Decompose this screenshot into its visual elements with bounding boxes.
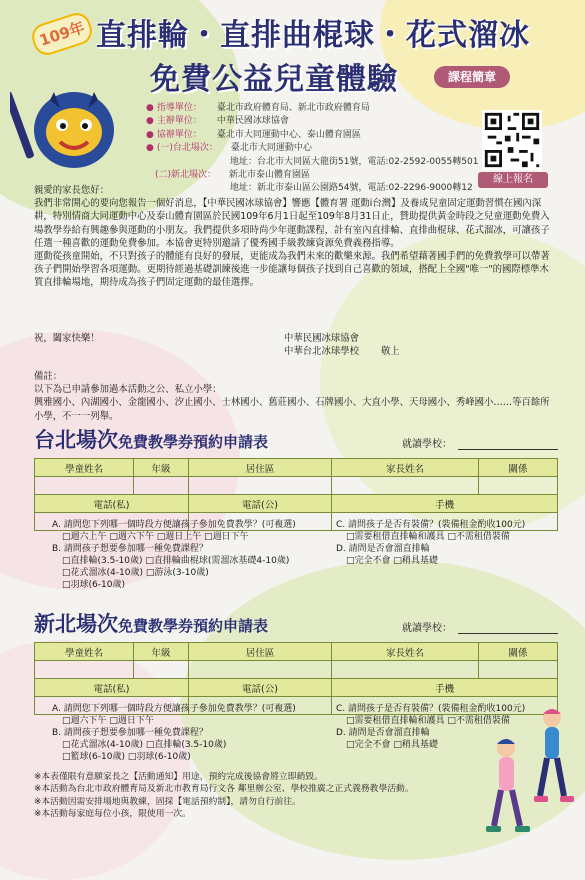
taipei-questions-right [336, 519, 556, 567]
table-input-cell[interactable] [332, 661, 479, 679]
table-header: 年級 [134, 643, 189, 661]
info-row: 地址：新北市泰山區公園路54號，電話:02-2296-9000轉12 [230, 183, 473, 194]
course-brief-badge: 課程簡章 [434, 66, 510, 88]
taipei-form [34, 424, 558, 531]
table-input-cell[interactable] [134, 661, 189, 679]
blessing-text: 祝，闔家快樂！ [34, 333, 100, 344]
question-options[interactable]: □完全不會 □稍具基礎 [346, 740, 438, 750]
skating-kids-icon [470, 700, 580, 839]
footer-notes [34, 771, 454, 821]
table-header: 家長姓名 [332, 643, 479, 661]
table-header: 關係 [479, 459, 558, 477]
table-header: 居住區 [189, 643, 332, 661]
table-header: 電話(公) [189, 679, 332, 697]
table-input-cell[interactable] [134, 477, 189, 495]
question-options[interactable]: □直排輪(3.5-10歲) □直排輪曲棍球(需溜冰基礎4-10歲) [62, 556, 290, 566]
info-row: ● 主辦單位： 中華民國冰球協會 [146, 116, 289, 127]
page-title-line1: 直排輪・直排曲棍球・花式溜冰 [96, 18, 530, 53]
question-options[interactable]: □籃球(6-10歲) □羽球(6-10歲) [62, 752, 191, 762]
table-header: 手機 [332, 495, 558, 513]
remarks [34, 370, 554, 423]
note-line: ※本活動因需安排場地與教練，固採【電話預約制】，請勿自行前往。 [34, 796, 301, 807]
table-input-cell[interactable] [35, 661, 134, 679]
question-text: A. 請問您下列哪一個時段方便讓孩子參加免費教學？(可複選) [52, 704, 296, 714]
newtaipei-questions-left [52, 703, 322, 763]
hockey-mascot-icon [10, 70, 130, 180]
table-input-cell[interactable] [479, 477, 558, 495]
table-input-cell[interactable] [479, 661, 558, 679]
table-header: 年級 [134, 459, 189, 477]
table-header: 關係 [479, 643, 558, 661]
table-header: 電話(私) [35, 679, 189, 697]
info-row: 地址：台北市大同區大龍街51號，電話:02-2592-0055轉501 [230, 156, 479, 167]
school-list: 興雅國小、內湖國小、金龍國小、汐止國小、士林國小、舊莊國小、石牌國小、大直小學、天母國小、秀峰國小……等百餘所小學，不一一列舉。 [34, 397, 550, 422]
info-row: ● 協辦單位： 臺北市大同運動中心、泰山體育園區 [146, 129, 361, 140]
letter-body [34, 184, 554, 290]
question-text: C. 請問孩子是否有裝備？(裝備租金酌收100元) [336, 520, 526, 530]
table-header: 學童姓名 [35, 643, 134, 661]
question-options[interactable]: □週六上午 □週六下午 □週日上午 □週日下午 [62, 532, 249, 542]
school-input[interactable] [458, 623, 558, 634]
organizer-info [146, 102, 506, 196]
question-options[interactable]: □週六下午 □週日下午 [62, 716, 154, 726]
newtaipei-form [34, 608, 558, 715]
remark-line: 以下為已申請參加過本活動之公、私立小學： [34, 384, 222, 396]
table-input-cell[interactable] [189, 661, 332, 679]
info-row: (二)新北場次： 新北市泰山體育園區 [155, 170, 311, 181]
question-text: B. 請問孩子想要參加哪一種免費課程？ [52, 544, 208, 554]
school-label: 就讀學校： [402, 619, 558, 634]
table-input-cell[interactable] [332, 477, 479, 495]
remark-title: 備註： [34, 371, 63, 382]
question-options[interactable]: □完全不會 □稍具基礎 [346, 556, 438, 566]
table-input-cell[interactable] [189, 477, 332, 495]
question-text: D. 請問是否會溜直排輪 [336, 544, 430, 554]
form-title-big: 新北場次 [34, 612, 118, 636]
letter-greeting: 親愛的家長您好： [34, 185, 110, 196]
question-options[interactable]: □需要租借直排輪和護具 □不需租借裝備 [346, 532, 510, 542]
note-line: ※本活動為台北市政府體育局及新北市教育局行文各 鄰里辦公室、學校推廣之正式義務教學活動。 [34, 784, 414, 795]
note-line: ※本表僅限有意願家長之【活動通知】用途，預約完成後協會將立即銷毀。 [34, 772, 323, 782]
form-title-small: 免費教學券預約申請表 [118, 617, 269, 635]
table-input-cell[interactable] [35, 477, 134, 495]
year-badge: 109年 [29, 10, 96, 59]
question-text: A. 請問您下列哪一個時段方便讓孩子參加免費教學？(可複選) [52, 520, 296, 530]
school-label: 就讀學校： [402, 435, 558, 450]
letter-signature [34, 332, 554, 358]
table-header: 電話(公) [189, 495, 332, 513]
question-text: C. 請問孩子是否有裝備？(裝備租金酌收100元) [336, 704, 526, 714]
table-header: 家長姓名 [332, 459, 479, 477]
info-row: ● (一)台北場次： 臺北市大同運動中心 [146, 143, 312, 154]
org-name: 中華台北冰球學校 [284, 346, 360, 358]
question-options[interactable]: □需要租借直排輪和護具 □不需租借裝備 [346, 716, 510, 726]
question-options[interactable]: □羽球(6-10歲) [62, 580, 125, 590]
question-options[interactable]: □花式溜冰(4-10歲) □游泳(3-10歲) [62, 568, 209, 578]
note-line: ※本活動每家庭每位小孩，限使用一次。 [34, 809, 191, 820]
question-text: B. 請問孩子想要參加哪一種免費課程？ [52, 728, 208, 738]
table-header: 電話(私) [35, 495, 189, 513]
respect-text: 敬上 [381, 346, 400, 358]
question-text: D. 請問是否會溜直排輪 [336, 728, 430, 738]
letter-paragraph: 運動從孩童開始，不只對孩子的體能有良好的發展，更能成為我們未來的歡樂來源。我們希望藉著國手們的免費教學可以帶著孩子們開始學習各項運動。更期待經過基礎訓練後進一步能讓每個孩子找到自己喜歡的領域，搭配上全國"唯一"的國際標準木質直排輪場地，期待成為孩子們固定運動的最佳選擇。 [34, 251, 550, 289]
online-signup-button[interactable]: 線上報名 [478, 172, 548, 188]
form-title-small: 免費教學券預約申請表 [118, 433, 269, 451]
table-header: 手機 [332, 679, 558, 697]
form-title-big: 台北場次 [34, 428, 118, 452]
question-options[interactable]: □花式溜冰(4-10歲) □直排輪(3.5-10歲) [62, 740, 227, 750]
letter-paragraph: 我們非常開心的要向您報告一個好消息，【中華民國冰球協會】響應【體育署 運動i台灣】及養成兒童固定運動習慣在國內深耕，特別情商大同運動中心及泰山體育園區於民國109年6月1日起至109年8月31日止，贊助提供黃金時段之兒童運動免費入場教學券給有興趣參與運動的小朋友。我們提供多項時尚少年運動課程，計有室內直排輪、直排曲棍球、花式溜冰，可讓孩子任選一種喜歡的運動免費參加。本協會更特別邀請了優秀國手級教練資源免費義務指導。 [34, 198, 550, 249]
org-name: 中華民國冰球協會 [284, 333, 360, 344]
qr-code-icon[interactable] [482, 110, 542, 170]
school-input[interactable] [458, 439, 558, 450]
info-row: ● 指導單位： 臺北市政府體育局、新北市政府體育局 [146, 103, 370, 113]
table-header: 居住區 [189, 459, 332, 477]
table-header: 學童姓名 [35, 459, 134, 477]
page-title-line2: 免費公益兒童體驗 [150, 62, 398, 97]
taipei-questions-left [52, 519, 322, 591]
